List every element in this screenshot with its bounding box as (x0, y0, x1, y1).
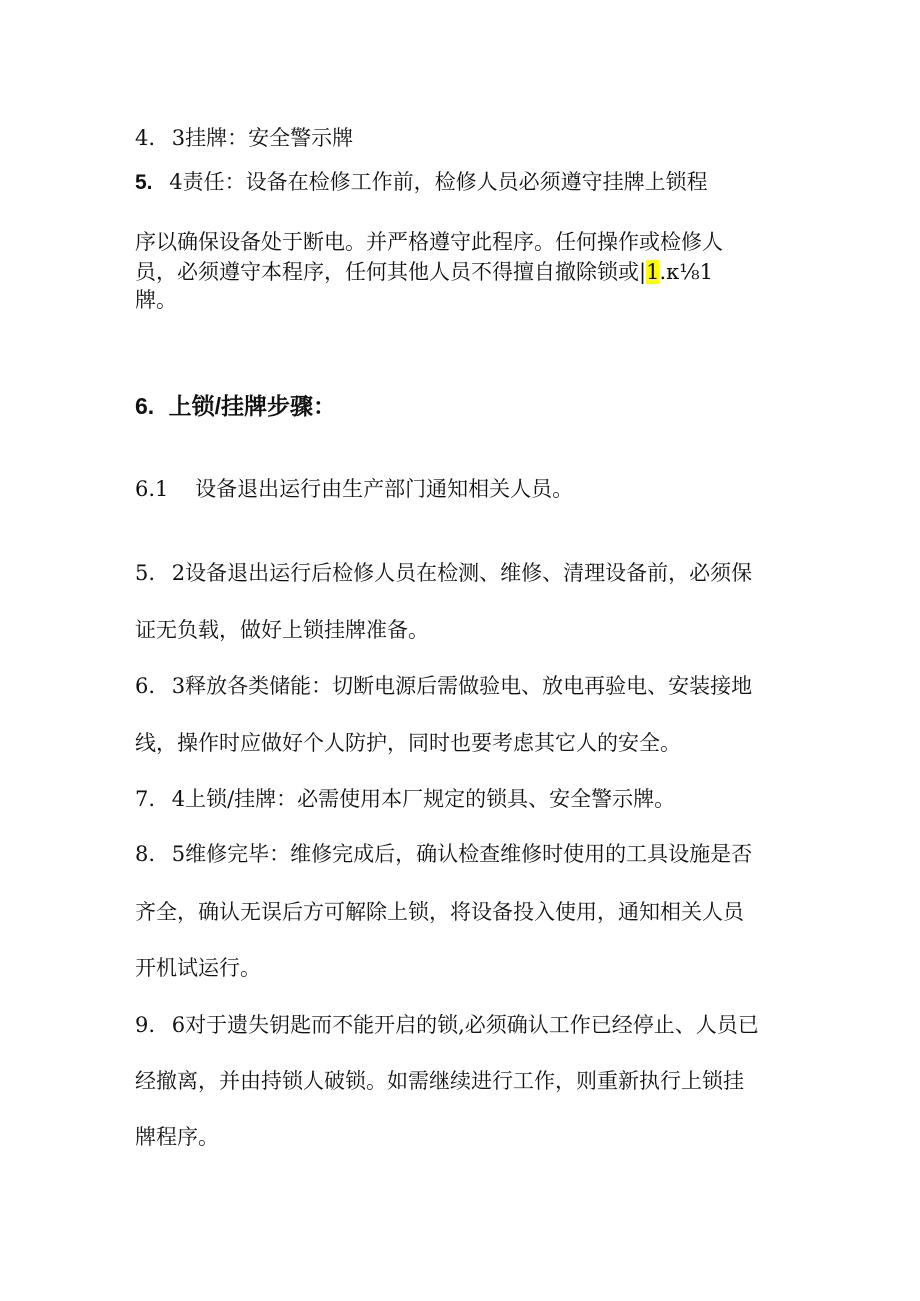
step-number: 5. (135, 561, 156, 585)
step-text: 对于遗失钥匙而不能开启的锁,必须确认工作已经停止、人员已 (185, 1013, 759, 1037)
step-continuation: 齐全，确认无误后方可解除上锁，将设备投入使用，通知相关人员 (135, 900, 744, 924)
step-number: 6.1 (135, 477, 169, 501)
text-segment: .κ⅛1 (659, 260, 713, 284)
item-number: 4. (135, 126, 156, 150)
item-sub: 3 (171, 126, 186, 150)
section-heading (135, 388, 336, 421)
item-4-3 (135, 122, 353, 152)
step-text: 上锁/挂牌：必需使用本厂规定的锁具、安全警示牌。 (185, 787, 676, 811)
step-number: 9. (135, 1013, 156, 1037)
step-text: 设备退出运行后检修人员在检测、维修、清理设备前，必须保 (185, 561, 753, 585)
step-sub: 4 (171, 787, 186, 811)
highlighted-text: 1 (646, 260, 660, 284)
step-6-5 (135, 838, 752, 868)
step-sub: 2 (171, 561, 186, 585)
step-6-3 (135, 670, 752, 700)
item-text: 责任：设备在检修工作前，检修人员必须遵守挂牌上锁程 (182, 170, 708, 194)
step-sub: 5 (171, 842, 186, 866)
step-text: 设备退出运行由生产部门通知相关人员。 (195, 477, 574, 501)
step-continuation: 线，操作时应做好个人防护，同时也要考虑其它人的安全。 (135, 731, 681, 755)
step-number: 7. (135, 787, 156, 811)
step-text: 释放各类储能：切断电源后需做验电、放电再验电、安装接地 (185, 674, 753, 698)
step-6-1 (135, 473, 573, 503)
paragraph-line: 牌。 (135, 288, 177, 312)
step-continuation: 牌程序。 (135, 1125, 219, 1149)
step-sub: 3 (171, 674, 186, 698)
step-sub: 6 (171, 1013, 186, 1037)
item-5-4 (135, 166, 708, 196)
step-text: 维修完毕：维修完成后，确认检查维修时使用的工具设施是否 (185, 842, 753, 866)
step-continuation: 证无负载，做好上锁挂牌准备。 (135, 618, 429, 642)
paragraph-line: 序以确保设备处于断电。并严格遵守此程序。任何操作或检修人 (135, 230, 723, 254)
heading-number: 6. (135, 393, 155, 419)
step-6-4 (135, 783, 675, 813)
item-text: 挂牌：安全警示牌 (185, 126, 354, 150)
step-6-6 (135, 1009, 759, 1039)
step-continuation: 经撤离，并由持锁人破锁。如需继续进行工作，则重新执行上锁挂 (135, 1069, 744, 1093)
item-sub: 4 (169, 170, 183, 194)
item-number: 5. (135, 171, 153, 194)
paragraph-line (135, 256, 713, 286)
step-number: 8. (135, 842, 156, 866)
step-continuation: 开机试运行。 (135, 956, 261, 980)
step-number: 6. (135, 674, 156, 698)
text-segment: 员，必须遵守本程序，任何其他人员不得擅自撤除锁或| (135, 260, 647, 284)
heading-text: 上锁/挂牌步骤： (168, 393, 336, 419)
step-6-2 (135, 557, 752, 587)
